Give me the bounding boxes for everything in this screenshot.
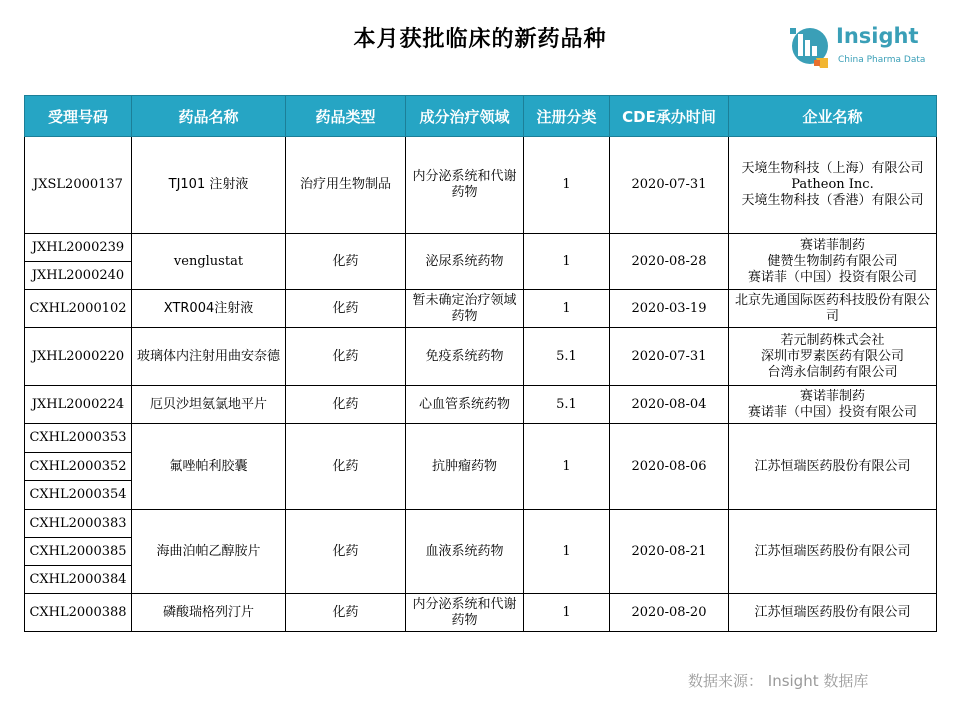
drug-name-cell: venglustat	[132, 234, 286, 290]
company-cell	[729, 510, 937, 594]
header-cell: 成分治疗领域	[406, 96, 524, 137]
logo-subtitle: China Pharma Data	[838, 55, 926, 65]
company-name: Patheon Inc.	[791, 177, 874, 192]
registration-class-cell: 1	[524, 594, 610, 632]
header-cell: 药品名称	[132, 96, 286, 137]
acceptance-number-cell: JXHL2000224	[25, 386, 132, 424]
header-cell: CDE承办时间	[610, 96, 729, 137]
drug-type-cell: 治疗用生物制品	[286, 137, 406, 234]
company-name: 赛诺菲制药	[799, 237, 865, 253]
drug-type-cell: 化药	[286, 386, 406, 424]
company-cell	[729, 424, 937, 510]
table-row	[25, 234, 937, 262]
data-source: 数据来源： Insight 数据库	[688, 672, 869, 690]
company-name: 江苏恒瑞医药股份有限公司	[754, 543, 911, 559]
company-cell	[729, 234, 937, 290]
acceptance-number-cell: JXSL2000137	[25, 137, 132, 234]
acceptance-number-cell: CXHL2000383	[25, 510, 132, 538]
therapeutic-area-cell: 内分泌系统和代谢药物	[406, 594, 524, 632]
drug-name-cell: XTR004注射液	[132, 290, 286, 328]
table-row	[25, 424, 937, 453]
acceptance-number-cell: CXHL2000353	[25, 424, 132, 453]
drug-name-cell: TJ101 注射液	[132, 137, 286, 234]
company-cell	[729, 290, 937, 328]
company-name: 深圳市罗素医药有限公司	[760, 348, 904, 364]
acceptance-number-cell: CXHL2000102	[25, 290, 132, 328]
drug-name-cell: 厄贝沙坦氨氯地平片	[132, 386, 286, 424]
drug-type-cell: 化药	[286, 328, 406, 386]
cde-date-cell: 2020-08-06	[610, 424, 729, 510]
acceptance-number-cell: JXHL2000220	[25, 328, 132, 386]
table-row	[25, 328, 937, 386]
company-name: 台湾永信制药有限公司	[767, 364, 898, 380]
registration-class-cell: 1	[524, 510, 610, 594]
registration-class-cell: 1	[524, 290, 610, 328]
company-name: 天境生物科技（上海）有限公司	[741, 161, 924, 176]
drug-type-cell: 化药	[286, 234, 406, 290]
registration-class-cell: 1	[524, 234, 610, 290]
acceptance-number-cell: CXHL2000385	[25, 538, 132, 566]
drug-name-cell: 海曲泊帕乙醇胺片	[132, 510, 286, 594]
header-cell: 受理号码	[25, 96, 132, 137]
company-cell	[729, 328, 937, 386]
therapeutic-area-cell: 血液系统药物	[406, 510, 524, 594]
cde-date-cell: 2020-03-19	[610, 290, 729, 328]
company-name: 赛诺菲（中国）投资有限公司	[747, 404, 917, 420]
company-name: 赛诺菲制药	[799, 388, 865, 404]
drug-name-cell: 玻璃体内注射用曲安奈德	[132, 328, 286, 386]
cde-date-cell: 2020-08-04	[610, 386, 729, 424]
table-header-row	[25, 96, 937, 137]
registration-class-cell: 5.1	[524, 328, 610, 386]
therapeutic-area-cell: 内分泌系统和代谢药物	[406, 137, 524, 234]
page-title: 本月获批临床的新药品种	[353, 27, 607, 52]
table-row	[25, 594, 937, 632]
acceptance-number-cell: JXHL2000240	[25, 262, 132, 290]
header-cell: 企业名称	[729, 96, 937, 137]
registration-class-cell: 1	[524, 424, 610, 510]
company-name: 天境生物科技（香港）有限公司	[741, 193, 924, 208]
acceptance-number-cell: CXHL2000352	[25, 453, 132, 481]
logo-name: Insight	[836, 24, 919, 48]
table-row	[25, 386, 937, 424]
therapeutic-area-cell: 免疫系统药物	[406, 328, 524, 386]
registration-class-cell: 5.1	[524, 386, 610, 424]
drug-type-cell: 化药	[286, 594, 406, 632]
cde-date-cell: 2020-07-31	[610, 328, 729, 386]
cde-date-cell: 2020-07-31	[610, 137, 729, 234]
drug-table	[24, 95, 937, 632]
therapeutic-area-cell: 泌尿系统药物	[406, 234, 524, 290]
insight-logo	[786, 20, 946, 76]
drug-type-cell: 化药	[286, 290, 406, 328]
company-cell	[729, 137, 937, 234]
drug-type-cell: 化药	[286, 510, 406, 594]
cde-date-cell: 2020-08-28	[610, 234, 729, 290]
company-name: 健赞生物制药有限公司	[767, 253, 898, 269]
cde-date-cell: 2020-08-20	[610, 594, 729, 632]
company-name: 江苏恒瑞医药股份有限公司	[754, 458, 911, 474]
acceptance-number-cell: CXHL2000354	[25, 481, 132, 510]
cde-date-cell: 2020-08-21	[610, 510, 729, 594]
drug-type-cell: 化药	[286, 424, 406, 510]
drug-name-cell: 氟唑帕利胶囊	[132, 424, 286, 510]
insight-logo-icon	[786, 20, 832, 70]
acceptance-number-cell: CXHL2000388	[25, 594, 132, 632]
table-row	[25, 290, 937, 328]
table-row	[25, 137, 937, 234]
therapeutic-area-cell: 暂未确定治疗领域药物	[406, 290, 524, 328]
therapeutic-area-cell: 抗肿瘤药物	[406, 424, 524, 510]
acceptance-number-cell: JXHL2000239	[25, 234, 132, 262]
company-cell	[729, 386, 937, 424]
table-body	[25, 137, 937, 632]
header-cell: 药品类型	[286, 96, 406, 137]
company-cell	[729, 594, 937, 632]
table-row	[25, 510, 937, 538]
drug-name-cell: 磷酸瑞格列汀片	[132, 594, 286, 632]
acceptance-number-cell: CXHL2000384	[25, 566, 132, 594]
header-cell: 注册分类	[524, 96, 610, 137]
company-name: 赛诺菲（中国）投资有限公司	[747, 269, 917, 285]
company-name: 北京先通国际医药科技股份有限公司	[734, 292, 930, 324]
therapeutic-area-cell: 心血管系统药物	[406, 386, 524, 424]
company-name: 江苏恒瑞医药股份有限公司	[754, 604, 911, 620]
registration-class-cell: 1	[524, 137, 610, 234]
company-name: 若元制药株式会社	[780, 332, 885, 348]
